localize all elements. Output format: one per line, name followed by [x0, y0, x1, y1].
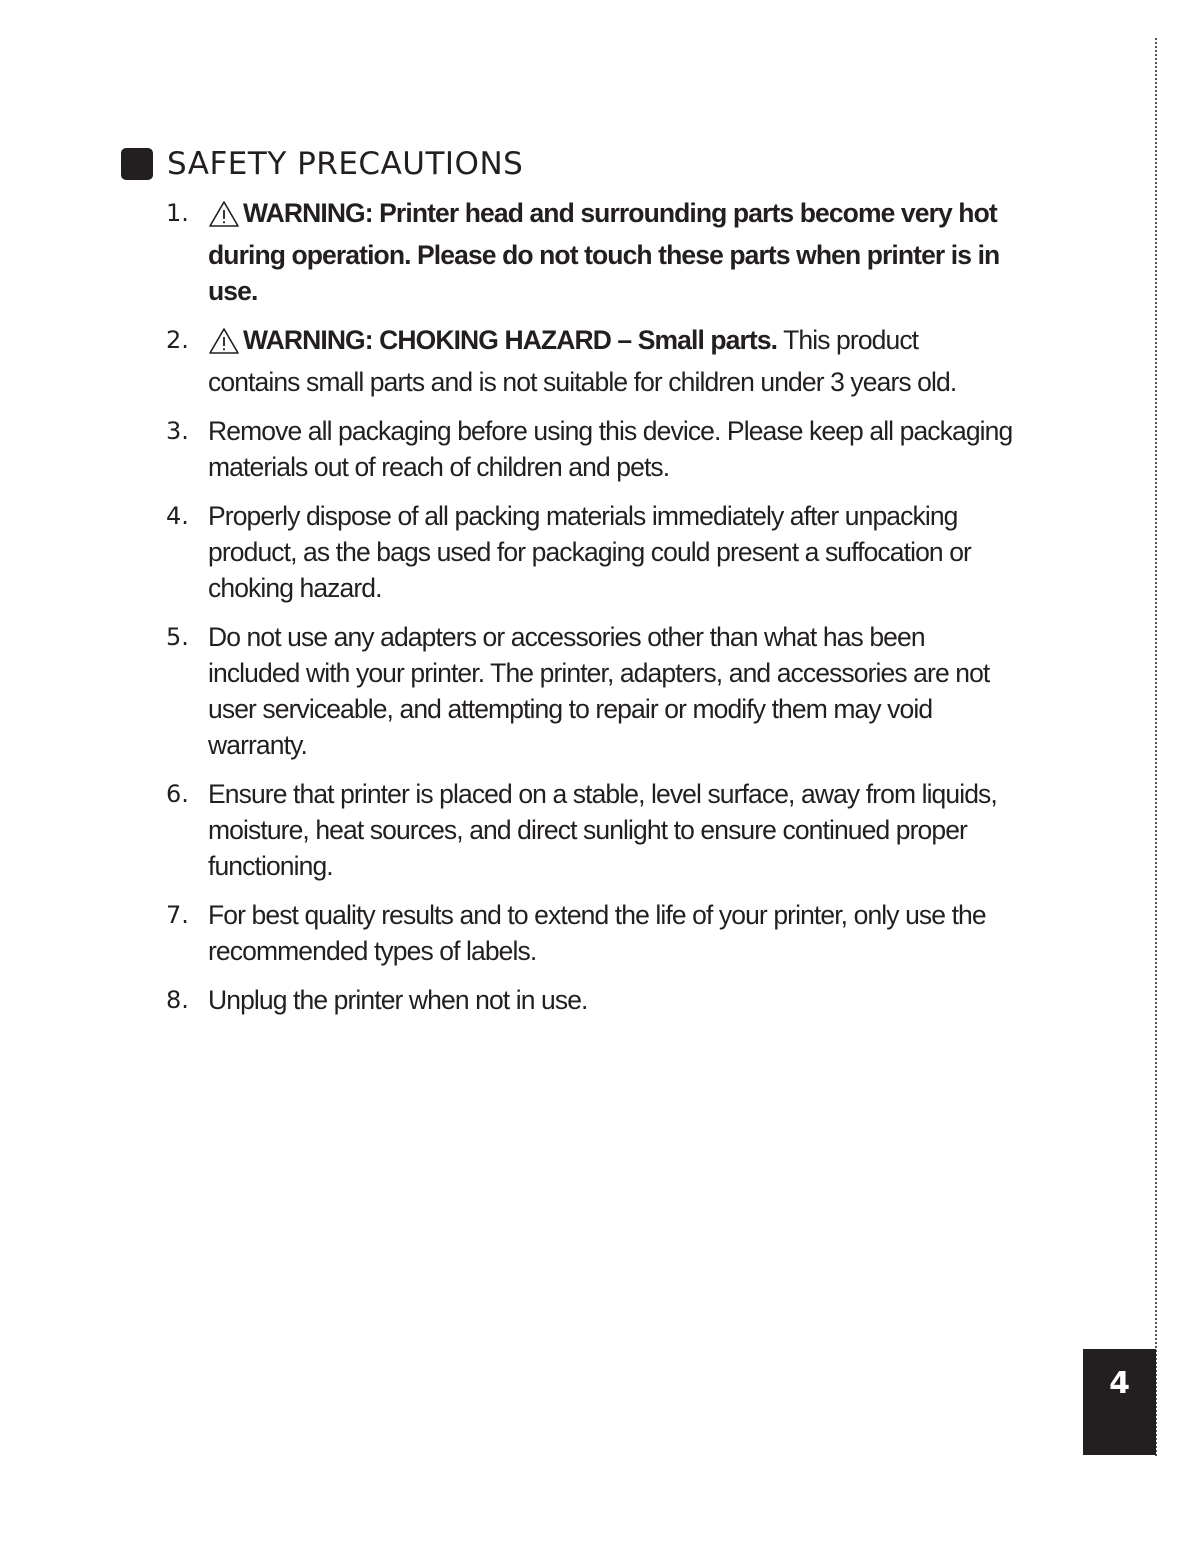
- item-number: 4.: [166, 502, 189, 530]
- item-text: WARNING: Printer head and surrounding parts become very hot during operation. Please do not touch these parts when printer is in use.: [208, 198, 1000, 306]
- warning-triangle-icon: [208, 200, 240, 237]
- list-item: [166, 776, 1016, 884]
- item-text: Do not use any adapters or accessories other than what has been included with your printer. The printer, adapters, and accessories are not user serviceable, and attempting to repair or modify them may void warranty.: [208, 622, 990, 760]
- section-title: SAFETY PRECAUTIONS: [167, 146, 524, 182]
- item-text: Unplug the printer when not in use.: [208, 985, 588, 1015]
- page-number-tab: [1083, 1349, 1156, 1455]
- precautions-list: [166, 195, 1016, 1031]
- page-number: 4: [1109, 1366, 1130, 1401]
- item-number: 2.: [166, 326, 189, 354]
- item-number: 6.: [166, 780, 189, 808]
- list-item: [166, 897, 1016, 969]
- list-item: [166, 619, 1016, 763]
- list-item: [166, 413, 1016, 485]
- item-text: WARNING: CHOKING HAZARD – Small parts. This product contains small parts and is not suitable for children under 3 years old.: [208, 325, 957, 397]
- item-number: 3.: [166, 417, 189, 445]
- item-text: Properly dispose of all packing materials immediately after unpacking product, as the bags used for packaging could present a suffocation or choking hazard.: [208, 501, 971, 603]
- list-item: [166, 498, 1016, 606]
- item-number: 8.: [166, 986, 189, 1014]
- item-text: For best quality results and to extend the life of your printer, only use the recommended types of labels.: [208, 900, 986, 966]
- item-text: Remove all packaging before using this device. Please keep all packaging materials out of reach of children and pets.: [208, 416, 1013, 482]
- dotted-page-edge: [1155, 38, 1157, 1456]
- item-number: 1.: [166, 199, 189, 227]
- item-number: 7.: [166, 901, 189, 929]
- section-heading: [121, 146, 523, 182]
- item-text: Ensure that printer is placed on a stable, level surface, away from liquids, moisture, heat sources, and direct sunlight to ensure continued proper functioning.: [208, 779, 997, 881]
- square-bullet-icon: [121, 148, 153, 180]
- list-item: [166, 982, 1016, 1018]
- warning-triangle-icon: [208, 327, 240, 364]
- list-item: [166, 195, 1016, 309]
- list-item: [166, 322, 1016, 400]
- item-number: 5.: [166, 623, 189, 651]
